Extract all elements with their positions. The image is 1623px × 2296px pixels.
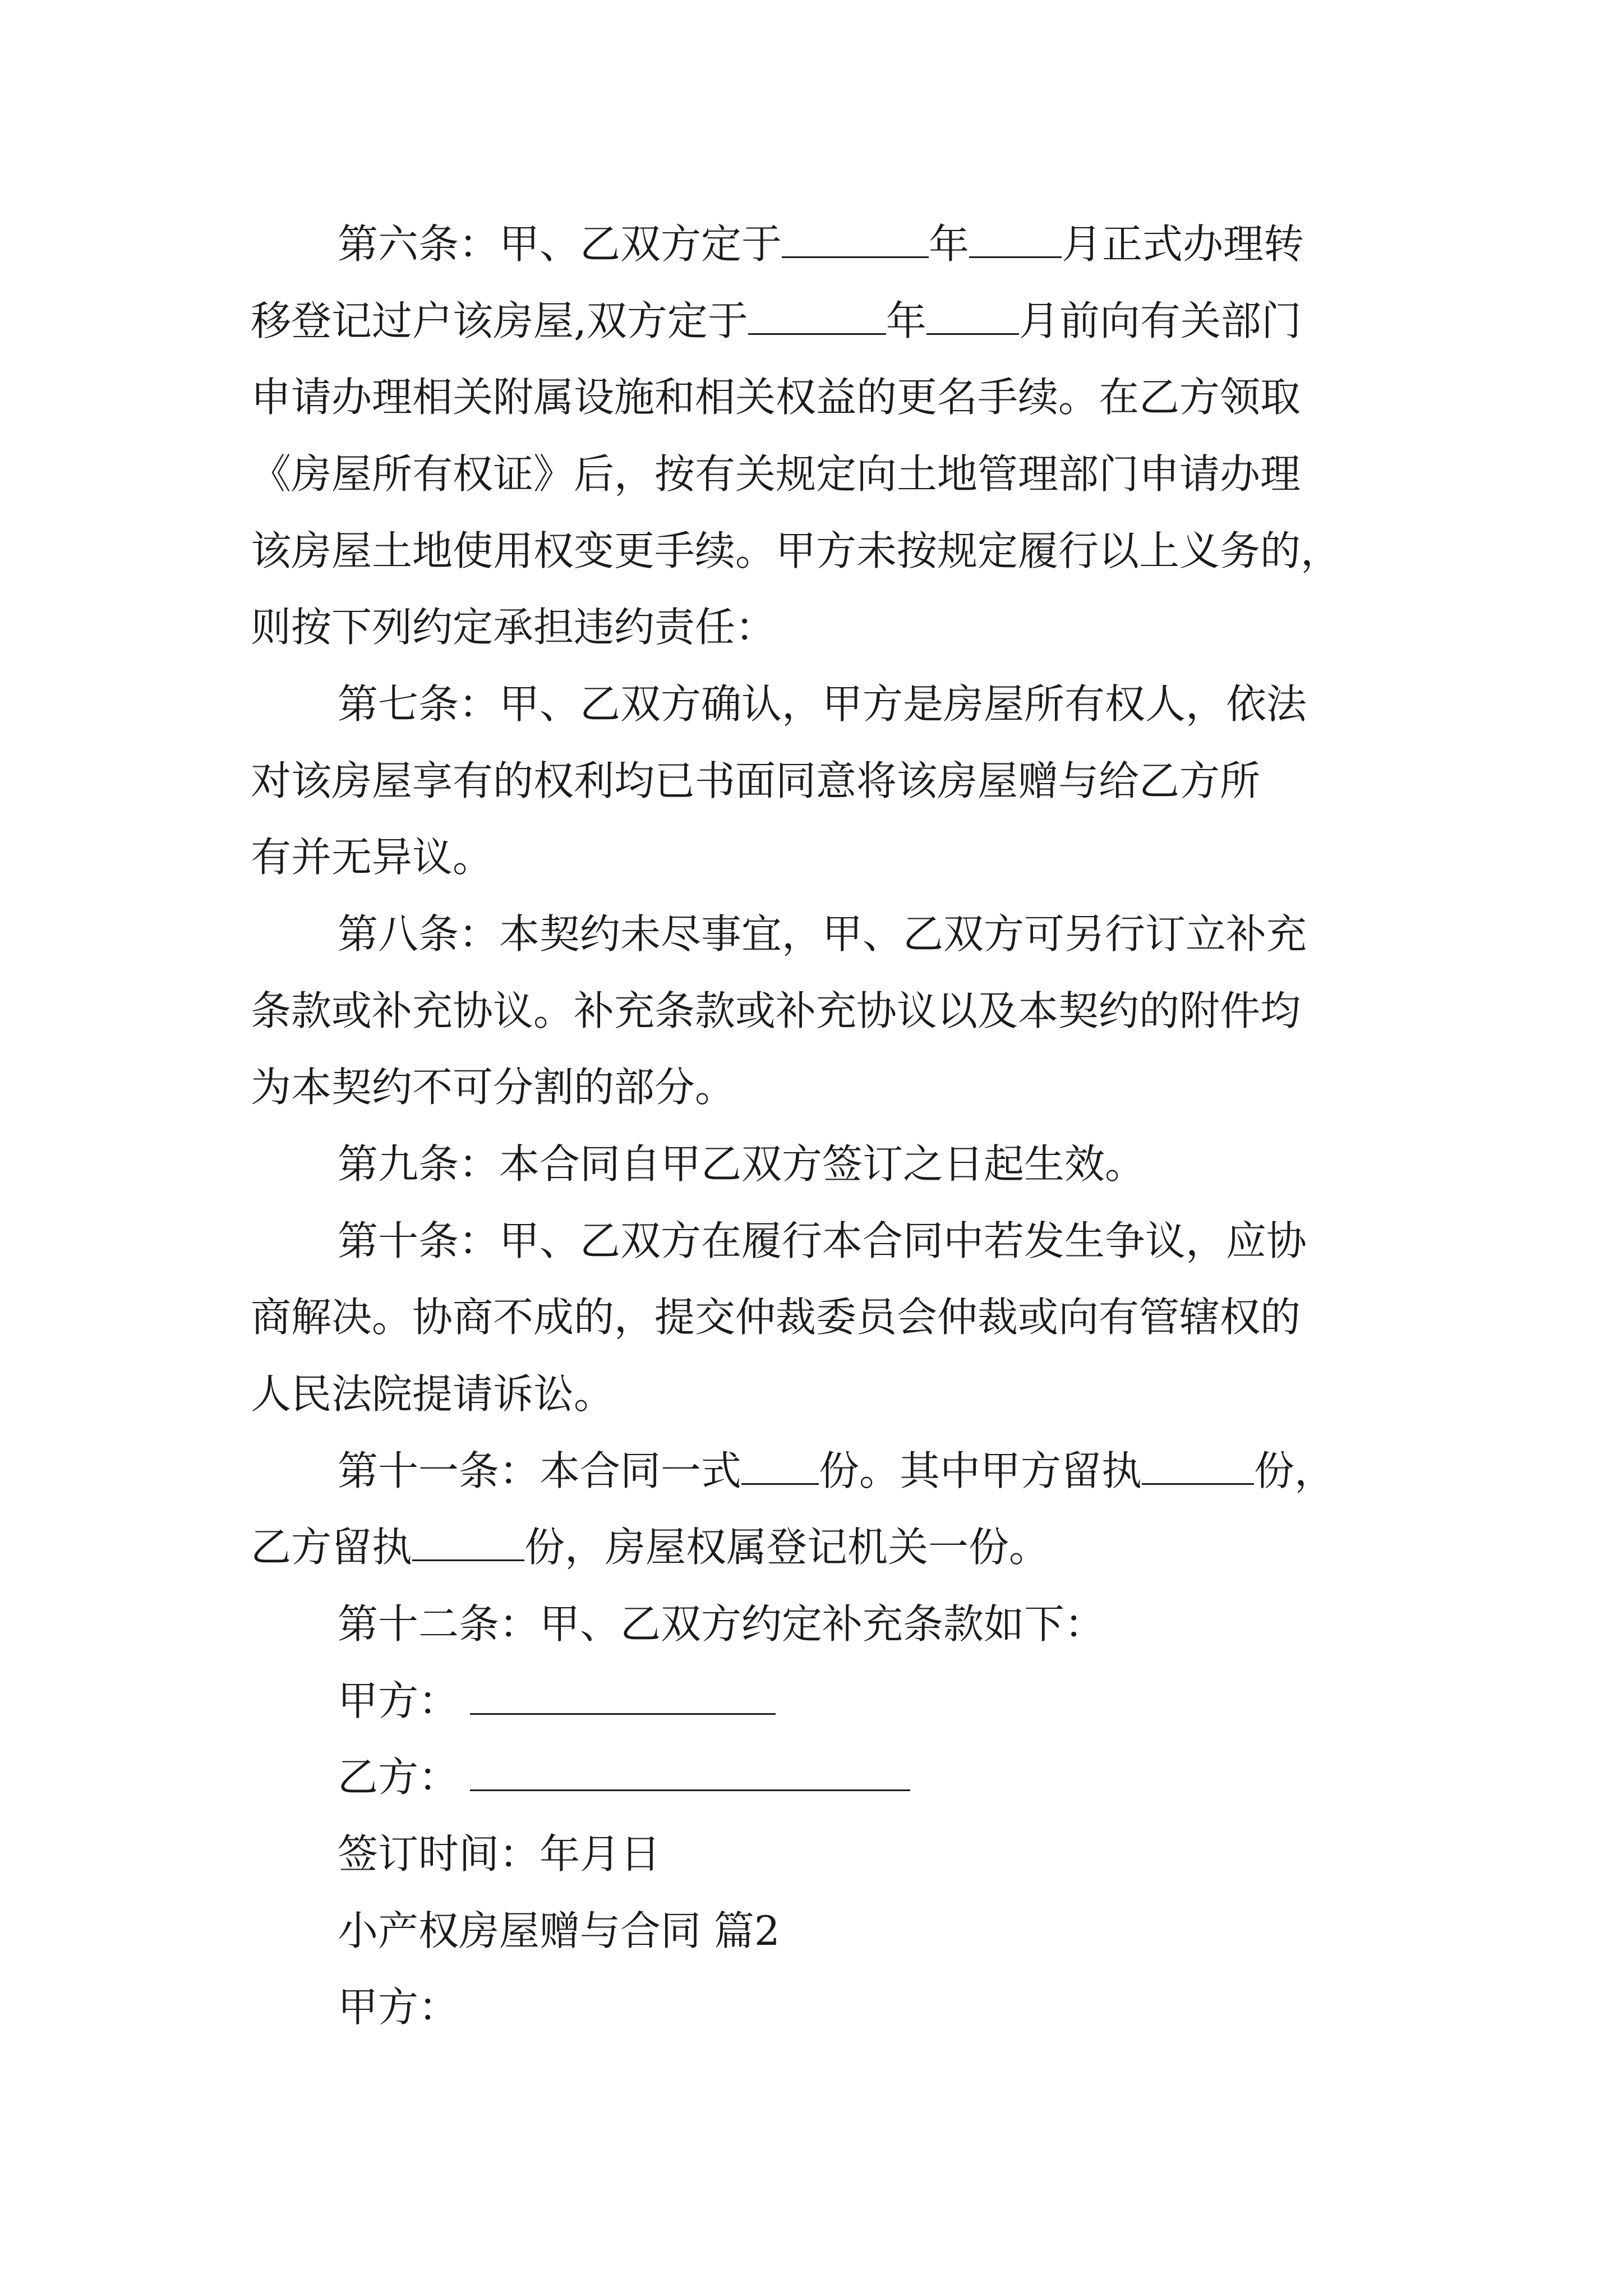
article-10-line-3: 人民法院提请诉讼。 <box>251 1370 615 1418</box>
article-7-line-3: 有并无异议。 <box>251 834 494 881</box>
party-b-copies-blank <box>412 1524 524 1561</box>
article-7-line-2: 对该房屋享有的权利均已书面同意将该房屋赠与给乙方所 <box>251 757 1261 804</box>
contract-2-heading: 小产权房屋赠与合同 篇2 <box>338 1907 780 1954</box>
article-10-line-2: 商解决。协商不成的，提交仲裁委员会仲裁或向有管辖权的 <box>251 1294 1301 1341</box>
contract-2-party-a-line: 甲方： <box>338 1984 459 2031</box>
article-11-line-1: 第十一条：本合同一式 份。其中甲方留执 份， <box>338 1447 1335 1494</box>
signing-date-line: 签订时间：年月日 <box>338 1830 661 1878</box>
article-8-line-1: 第八条：本契约未尽事宜，甲、乙双方可另行订立补充 <box>338 910 1307 958</box>
party-a-signature-blank <box>470 1674 776 1715</box>
party-a-copies-blank <box>1142 1447 1254 1485</box>
month-blank <box>926 297 1019 335</box>
article-6-line-2: 移登记过户该房屋,双方定于 年 月前向有关部门 <box>251 297 1302 344</box>
article-6-line-4: 《房屋所有权证》后，按有关规定向土地管理部门申请办理 <box>251 450 1301 498</box>
party-b-signature-line: 乙方： <box>338 1749 910 1805</box>
article-7-line-1: 第七条：甲、乙双方确认，甲方是房屋所有权人，依法 <box>338 680 1307 728</box>
article-11-line-2: 乙方留执 份，房屋权属登记机关一份。 <box>251 1524 1050 1571</box>
article-6-line-6: 则按下列约定承担违约责任： <box>251 604 776 651</box>
copies-blank <box>741 1447 819 1485</box>
article-10-line-1: 第十条：甲、乙双方在履行本合同中若发生争议，应协 <box>338 1217 1307 1264</box>
month-blank <box>969 220 1062 258</box>
article-12-line-1: 第十二条：甲、乙双方约定补充条款如下： <box>338 1600 1105 1648</box>
article-6-line-3: 申请办理相关附属设施和相关权益的更名手续。在乙方领取 <box>251 374 1301 421</box>
article-8-line-3: 为本契约不可分割的部分。 <box>251 1064 736 1111</box>
year-blank <box>748 297 886 335</box>
party-b-signature-blank <box>470 1750 910 1791</box>
article-6-line-1: 第六条：甲、乙双方定于 年 月正式办理转 <box>338 220 1304 268</box>
article-9-line-1: 第九条：本合同自甲乙双方签订之日起生效。 <box>338 1140 1146 1188</box>
article-6-line-5: 该房屋土地使用权变更手续。甲方未按规定履行以上义务的， <box>251 527 1341 574</box>
article-8-line-2: 条款或补充协议。补充条款或补充协议以及本契约的附件均 <box>251 987 1301 1034</box>
year-blank <box>782 220 929 258</box>
party-a-signature-line: 甲方： <box>338 1673 776 1729</box>
